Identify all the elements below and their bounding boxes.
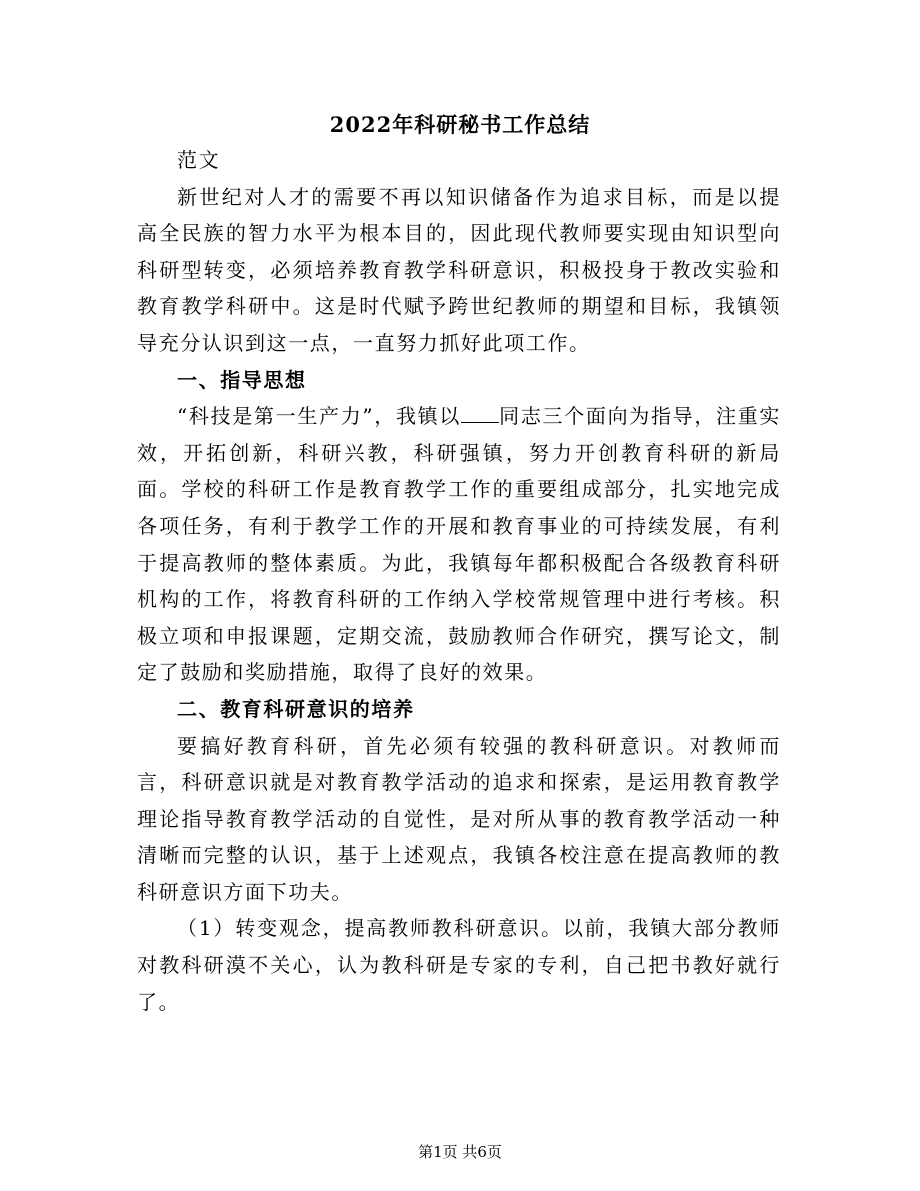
page-footer: 第1页 共6页 <box>418 1143 502 1161</box>
subtitle: 范文 <box>177 148 221 172</box>
guiding-ideology-paragraph <box>137 398 781 691</box>
document-title: 2022年科研秘书工作总结 <box>329 112 591 137</box>
change-concept-paragraph: （1）转变观念，提高教师教科研意识。以前，我镇大部分教师对教科研漠不关心，认为教科研是专家的专利，自己把书教好就行了。 <box>137 916 781 1014</box>
guiding-ideology-text-start: “科技是第一生产力”，我镇以 <box>177 404 462 429</box>
section-heading-research-awareness: 二、教育科研意识的培养 <box>177 696 415 721</box>
intro-paragraph: 新世纪对人才的需要不再以知识储备作为追求目标，而是以提高全民族的智力水平为根本目的，因此现代教师要实现由知识型向科研型转变，必须培养教育教学科研意识，积极投身于教改实验和教育教学科研中。这是时代赋予跨世纪教师的期望和目标，我镇领导充分认识到这一点，一直努力抓好此项工作。 <box>137 184 781 355</box>
guiding-ideology-text-end: 同志三个面向为指导，注重实效，开拓创新，科研兴教，科研强镇，努力开创教育科研的新局面。学校的科研工作是教育教学工作的重要组成部分，扎实地完成各项任务，有利于教学工作的开展和教育事业的可持续发展，有利于提高教师的整体素质。为此，我镇每年都积极配合各级教育科研机构的工作，将教育科研的工作纳入学校常规管理中进行考核。积极立项和申报课题，定期交流，鼓励教师合作研究，撰写论文，制定了鼓励和奖励措施，取得了良好的效果。 <box>137 404 781 685</box>
research-awareness-paragraph: 要搞好教育科研，首先必须有较强的教科研意识。对教师而言，科研意识就是对教育教学活动的追求和探索，是运用教育教学理论指导教育教学活动的自觉性，是对所从事的教育教学活动一种清晰而完整的认识，基于上述观点，我镇各校注意在提高教师的教科研意识方面下功夫。 <box>137 733 781 904</box>
section-heading-guiding-ideology: 一、指导思想 <box>177 367 307 392</box>
fill-in-blank <box>461 404 499 423</box>
document-body <box>137 142 781 1020</box>
